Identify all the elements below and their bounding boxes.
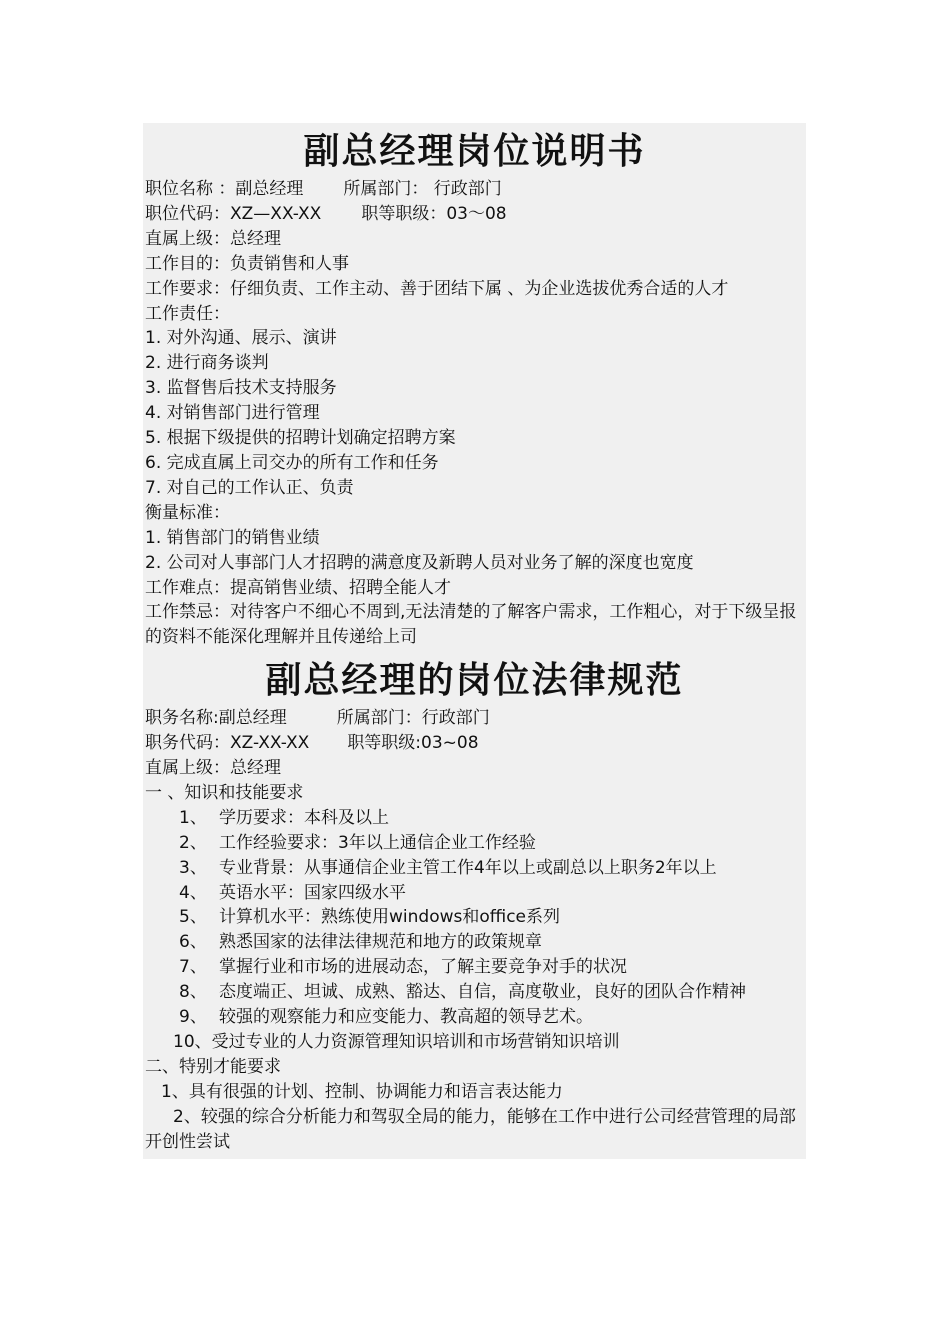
work-purpose: 工作目的：负责销售和人事 [145,253,349,274]
duty-item: 3. 监督售后技术支持服务 [145,378,337,399]
knowledge-item: 1、 学历要求：本科及以上 [179,807,389,828]
work-difficulty: 工作难点：提高销售业绩、招聘全能人才 [145,577,451,598]
duty-item: 7. 对自己的工作认正、负责 [145,477,354,498]
duty-item: 6. 完成直属上司交办的所有工作和任务 [145,452,439,473]
duty-item: 1. 对外沟通、展示、演讲 [145,328,337,349]
doc-title-job-description: 副总经理岗位说明书 [303,130,646,172]
knowledge-heading: 一 、知识和技能要求 [145,782,304,803]
special-item-1: 1、具有很强的计划、控制、协调能力和语言表达能力 [161,1081,563,1102]
duty-item: 5. 根据下级提供的招聘计划确定招聘方案 [145,428,456,449]
special-item-2: 2、较强的综合分析能力和驾驭全局的能力，能够在工作中进行公司经营管理的局部开创性尝试 [145,1106,796,1152]
knowledge-item: 9、 较强的观察能力和应变能力、教高超的领导艺术。 [179,1007,593,1028]
document-page [143,123,806,1159]
position-grade: 职等职级：03～08 [361,203,507,224]
position-name: 职位名称 ：副总经理 [145,179,304,199]
duty-item: 2. 进行商务谈判 [145,353,269,374]
knowledge-item: 5、 计算机水平：熟练使用windows和office系列 [179,907,560,928]
doc-title-legal-norms: 副总经理的岗位法律规范 [265,659,684,702]
work-taboo: 工作禁忌：对待客户不细心不周到,无法清楚的了解客户需求，工作粗心，对于下级呈报的资料不能深化理解并且传递给上司 [145,602,797,648]
special-heading: 二、特别才能要求 [145,1056,281,1077]
duty-info-row-1 [143,706,806,731]
position-info-row-2 [143,202,806,227]
duty-grade: 职等职级:03~08 [347,733,479,754]
duty-name: 职务名称:副总经理 [145,708,287,729]
duty-info-row-2 [143,731,806,756]
duty-superior: 直属上级：总经理 [145,758,281,779]
duty-department: 所属部门：行政部门 [336,708,490,729]
standards-heading: 衡量标准： [145,502,230,523]
knowledge-item: 7、 掌握行业和市场的进展动态，了解主要竞争对手的状况 [179,957,627,978]
standard-item: 2. 公司对人事部门人才招聘的满意度及新聘人员对业务了解的深度也宽度 [145,552,694,573]
duties-heading: 工作责任： [145,303,230,324]
knowledge-item: 4、 英语水平：国家四级水平 [179,882,406,903]
direct-superior: 直属上级：总经理 [145,228,281,249]
knowledge-item: 3、 专业背景：从事通信企业主管工作4年以上或副总以上职务2年以上 [179,857,717,878]
knowledge-item: 6、 熟悉国家的法律法律规范和地方的政策规章 [179,932,542,953]
knowledge-item: 2、 工作经验要求：3年以上通信企业工作经验 [179,832,536,853]
work-requirement: 工作要求：仔细负责、工作主动、善于团结下属 、为企业选拔优秀合适的人才 [145,278,729,299]
position-code: 职位代码：XZ—XX-XX [145,203,322,224]
knowledge-item: 8、 态度端正、坦诚、成熟、豁达、自信，高度敬业，良好的团队合作精神 [179,982,746,1003]
page-bottom-padding [143,1155,806,1159]
duty-item: 4. 对销售部门进行管理 [145,403,320,424]
department: 所属部门： 行政部门 [343,179,502,199]
duty-code: 职务代码：XZ-XX-XX [145,733,310,754]
standard-item: 1. 销售部门的销售业绩 [145,527,320,548]
position-info-row-1 [143,177,806,202]
knowledge-item-10: 10、受过专业的人力资源管理知识培训和市场营销知识培训 [173,1032,620,1052]
